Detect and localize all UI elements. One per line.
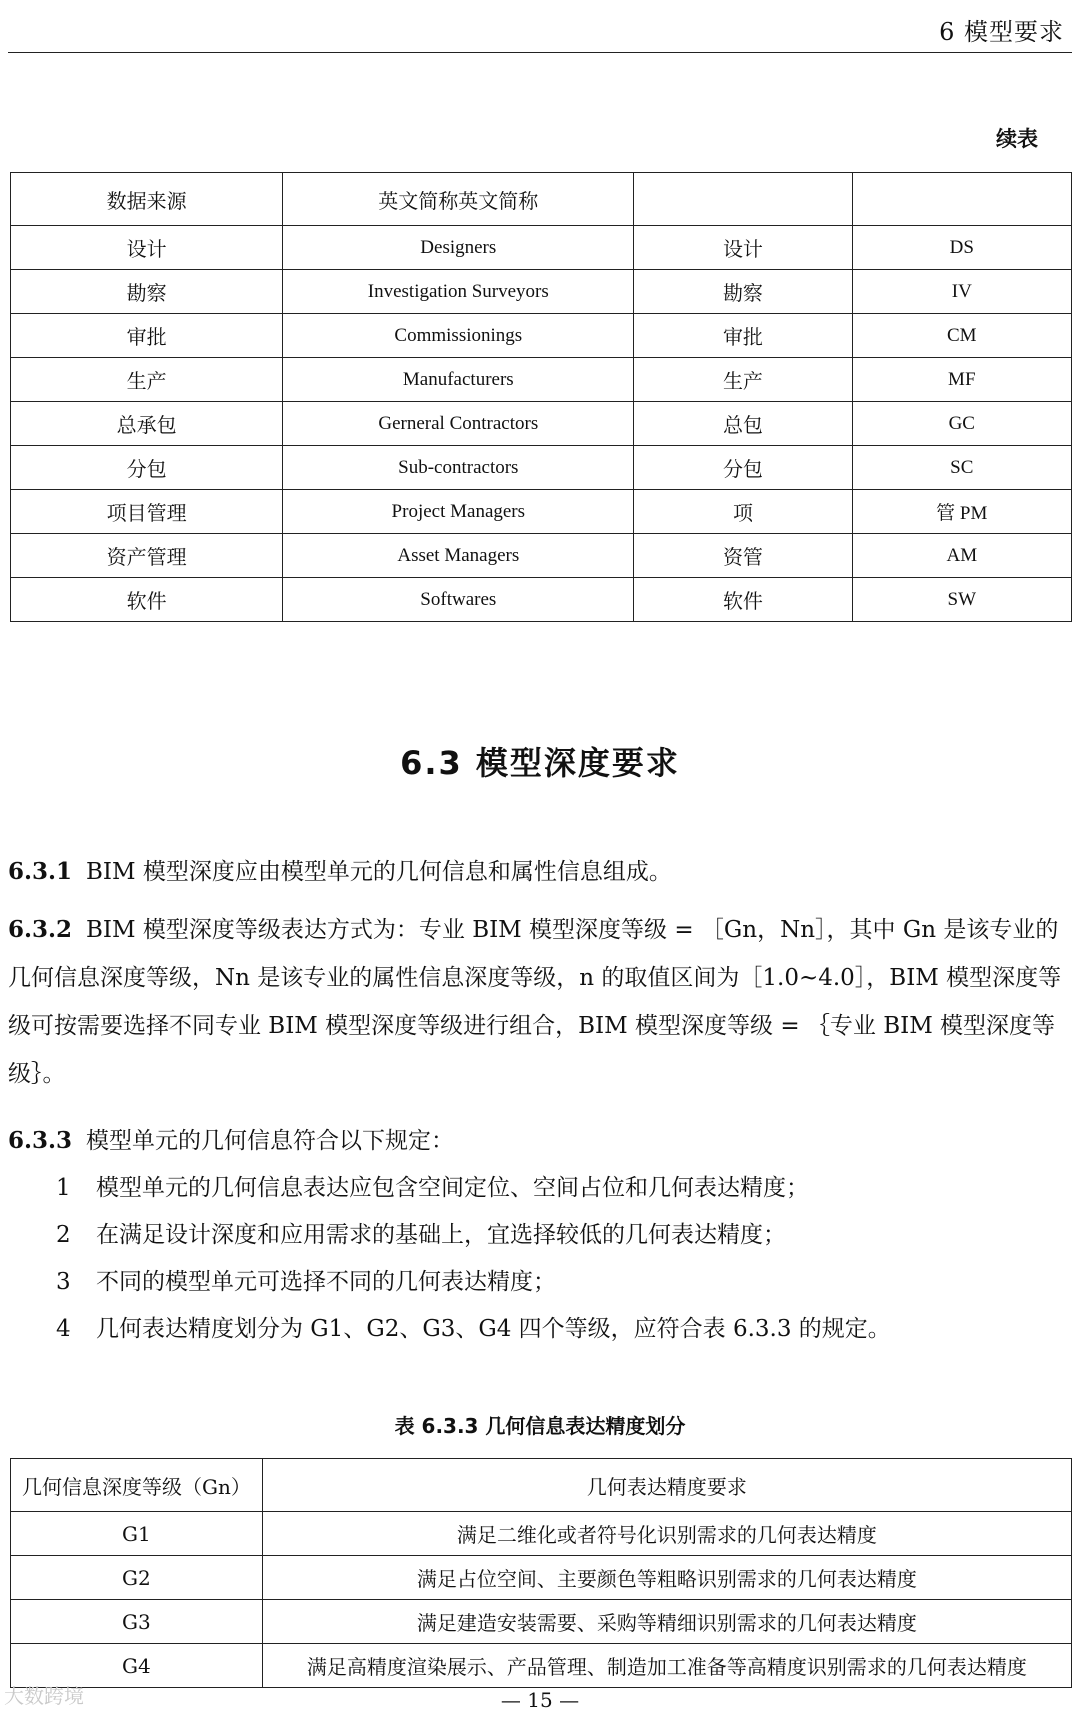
clause-text: 模型单元的几何信息符合以下规定： xyxy=(86,1128,455,1154)
table-cell: 勘察 xyxy=(634,270,852,314)
table-row xyxy=(11,446,1072,490)
table-cell: 满足二维化或者符号化识别需求的几何表达精度 xyxy=(262,1512,1071,1556)
list-item xyxy=(56,1211,1066,1259)
continued-label: 续表 xyxy=(996,126,1038,151)
watermark: 大数跨境 xyxy=(4,1684,84,1708)
clause-number: 6.3.3 xyxy=(8,1127,73,1154)
table-cell: 设计 xyxy=(11,226,283,270)
table-cell: 软件 xyxy=(11,578,283,622)
item-number: 2 xyxy=(56,1222,71,1248)
header-cell: 几何信息深度等级（Gn） xyxy=(11,1459,263,1512)
list-item xyxy=(56,1164,1066,1212)
table-cell: 审批 xyxy=(11,314,283,358)
clause-text: BIM 模型深度等级表达方式为：专业 BIM 模型深度等级 = ［Gn，Nn］，其中 Gn 是该专业的几何信息深度等级，Nn 是该专业的属性信息深度等级，n 的取值区间为［1.0~4.0］，BIM 模型深度等级可按需要选择不同专业 BIM 模型深度等级进行组合，BIM 模型深度等级 = ｛专业 BIM 模型深度等级｝。 xyxy=(8,917,1062,1087)
table-row xyxy=(11,1644,1072,1688)
table-cell: G1 xyxy=(11,1512,263,1556)
table-cell: 项目管理 xyxy=(11,490,283,534)
table-cell: DS xyxy=(852,226,1071,270)
table-row xyxy=(11,358,1072,402)
table-cell: G3 xyxy=(11,1600,263,1644)
table-cell: AM xyxy=(852,534,1071,578)
table-cell: 总承包 xyxy=(11,402,283,446)
table-cell: 软件 xyxy=(634,578,852,622)
header-cell: 几何表达精度要求 xyxy=(262,1459,1071,1512)
table-row xyxy=(11,1600,1072,1644)
table-cell: 分包 xyxy=(11,446,283,490)
table-cell: 生产 xyxy=(634,358,852,402)
table-cell: Designers xyxy=(283,226,634,270)
item-number: 3 xyxy=(56,1269,71,1295)
table-cell: 满足占位空间、主要颜色等粗略识别需求的几何表达精度 xyxy=(262,1556,1071,1600)
table-caption: 表 6.3.3 几何信息表达精度划分 xyxy=(394,1414,686,1438)
table-cell: 资产管理 xyxy=(11,534,283,578)
table-row xyxy=(11,402,1072,446)
table-cell: Project Managers xyxy=(283,490,634,534)
table-row xyxy=(11,490,1072,534)
item-text: 模型单元的几何信息表达应包含空间定位、空间占位和几何表达精度； xyxy=(96,1175,809,1201)
table-cell: IV xyxy=(852,270,1071,314)
table-cell: CM xyxy=(852,314,1071,358)
table-cell: Softwares xyxy=(283,578,634,622)
header-cell xyxy=(852,173,1071,226)
item-text: 在满足设计深度和应用需求的基础上，宜选择较低的几何表达精度； xyxy=(96,1222,786,1248)
clause-6-3-2 xyxy=(8,906,1072,1098)
table-row xyxy=(11,270,1072,314)
clause-number: 6.3.1 xyxy=(8,858,73,885)
clause-text: BIM 模型深度应由模型单元的几何信息和属性信息组成。 xyxy=(86,859,672,885)
list-item xyxy=(56,1258,1066,1306)
item-number: 1 xyxy=(56,1175,71,1201)
table-row xyxy=(11,534,1072,578)
table-cell: 满足高精度渲染展示、产品管理、制造加工准备等高精度识别需求的几何表达精度 xyxy=(262,1644,1071,1688)
item-text: 不同的模型单元可选择不同的几何表达精度； xyxy=(96,1269,556,1295)
table-cell: SC xyxy=(852,446,1071,490)
clause-6-3-3 xyxy=(8,1117,1072,1165)
data-source-table xyxy=(10,172,1072,622)
table-row xyxy=(11,226,1072,270)
item-text: 几何表达精度划分为 G1、G2、G3、G4 四个等级，应符合表 6.3.3 的规定。 xyxy=(96,1316,891,1342)
table-cell: Commissionings xyxy=(283,314,634,358)
table-cell: G4 xyxy=(11,1644,263,1688)
table-cell: 资管 xyxy=(634,534,852,578)
table-row xyxy=(11,578,1072,622)
table-cell: 项 xyxy=(634,490,852,534)
clause-number: 6.3.2 xyxy=(8,916,73,943)
table-cell: Investigation Surveyors xyxy=(283,270,634,314)
table-cell: 分包 xyxy=(634,446,852,490)
table-cell: 审批 xyxy=(634,314,852,358)
table-cell: Gerneral Contractors xyxy=(283,402,634,446)
table-row xyxy=(11,314,1072,358)
header-cell: 数据来源 xyxy=(11,173,283,226)
table-cell: 设计 xyxy=(634,226,852,270)
table-cell: 勘察 xyxy=(11,270,283,314)
table-header-row xyxy=(11,173,1072,226)
table-header-row xyxy=(11,1459,1072,1512)
table-cell: 满足建造安装需要、采购等精细识别需求的几何表达精度 xyxy=(262,1600,1071,1644)
page-number: — 15 — xyxy=(500,1688,580,1712)
table-row xyxy=(11,1512,1072,1556)
table-cell: MF xyxy=(852,358,1071,402)
header-cell xyxy=(634,173,852,226)
table-cell: Sub-contractors xyxy=(283,446,634,490)
table-cell: G2 xyxy=(11,1556,263,1600)
clause-6-3-1 xyxy=(8,848,1072,896)
list-item xyxy=(56,1305,1066,1353)
table-cell: Manufacturers xyxy=(283,358,634,402)
table-cell: 生产 xyxy=(11,358,283,402)
table-cell: Asset Managers xyxy=(283,534,634,578)
table-cell: SW xyxy=(852,578,1071,622)
header-cell: 英文简称英文简称 xyxy=(283,173,634,226)
item-number: 4 xyxy=(56,1316,71,1342)
section-title: 6.3 模型深度要求 xyxy=(400,744,680,782)
table-cell: 管 PM xyxy=(852,490,1071,534)
geometry-precision-table xyxy=(10,1458,1072,1688)
table-cell: 总包 xyxy=(634,402,852,446)
table-cell: GC xyxy=(852,402,1071,446)
table-row xyxy=(11,1556,1072,1600)
header-divider xyxy=(8,52,1072,53)
page-header: 6 模型要求 xyxy=(939,18,1064,46)
